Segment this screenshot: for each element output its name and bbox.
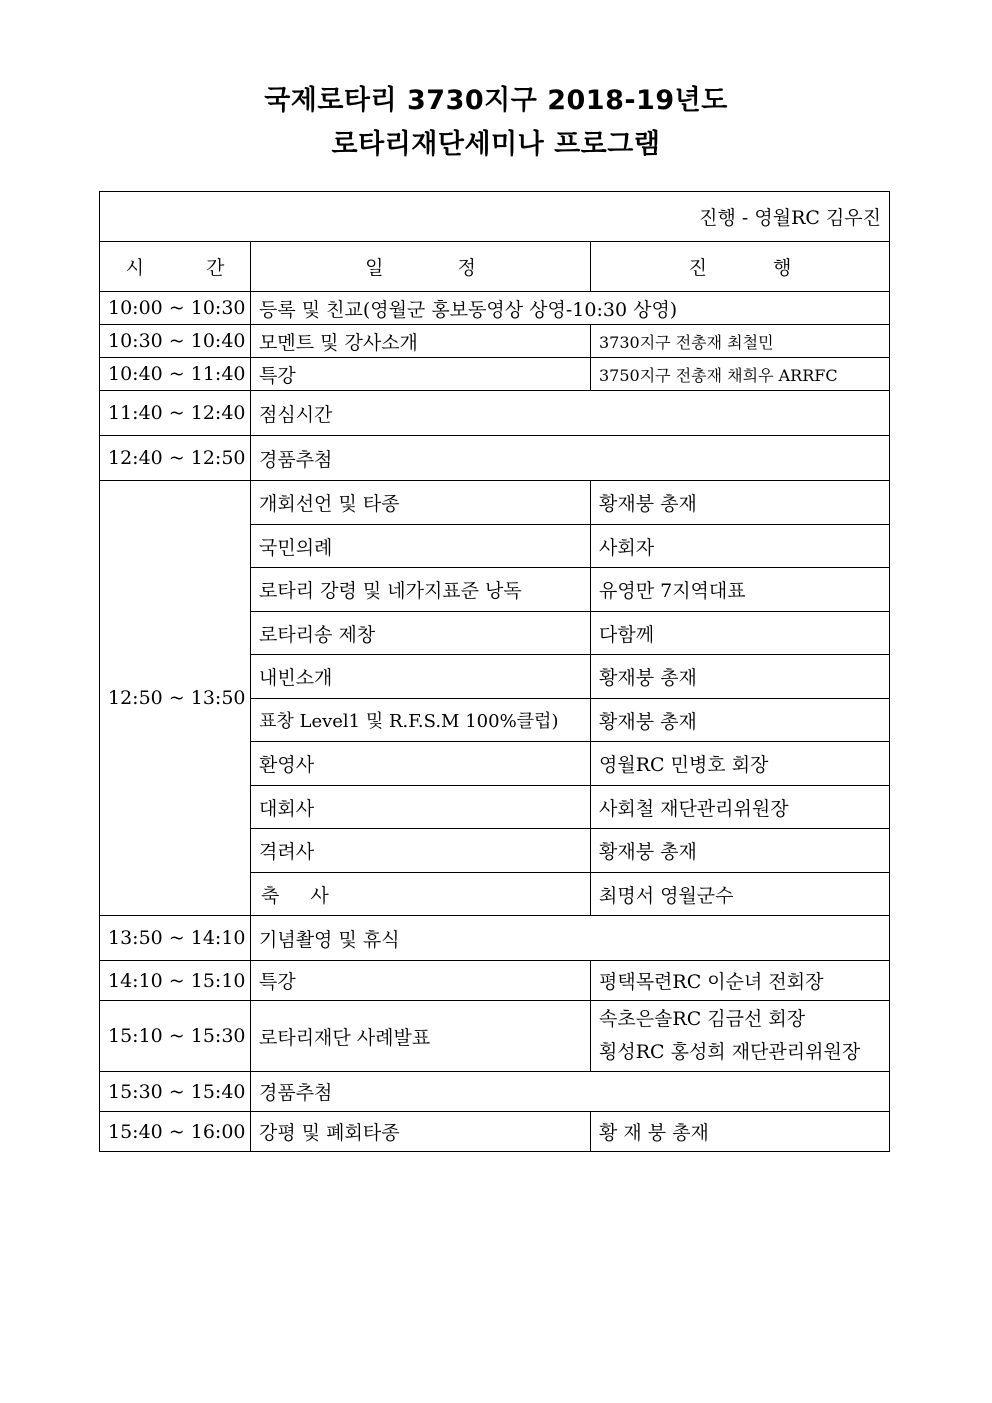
schedule-cell: 격려사 [251,829,591,873]
time-cell: 15:30 ~ 15:40 [100,1072,251,1112]
host-cell: 황재붕 총재 [591,829,890,873]
schedule-cell: 특강 [251,961,591,1001]
header-host-char1: 진 [688,257,708,279]
header-time-char1: 시 [125,257,144,279]
table-row [100,1072,890,1112]
schedule-cell: 점심시간 [251,391,890,436]
header-time [100,242,251,292]
header-schedule-char2: 정 [457,257,476,279]
host-cell: 황 재 붕 총재 [591,1112,890,1152]
host-cell: 황재붕 총재 [591,655,890,699]
document-title-line2: 로타리재단세미나 프로그램 [331,129,661,160]
header-host-char2: 행 [773,257,792,279]
host-cell: 3730지구 전총재 최철민 [591,325,890,358]
document-title-line1: 국제로타리 3730지구 2018-19년도 [264,85,728,116]
host-line: 진행 - 영월RC 김우진 [100,192,890,242]
time-cell: 12:40 ~ 12:50 [100,436,251,481]
host-cell: 영월RC 민병호 회장 [591,742,890,786]
time-cell: 12:50 ~ 13:50 [100,481,251,916]
time-cell: 10:30 ~ 10:40 [100,325,251,358]
host-cell: 3750지구 전총재 채희우 ARRFC [591,358,890,391]
time-cell: 11:40 ~ 12:40 [100,391,251,436]
schedule-cell: 로타리재단 사례발표 [251,1001,591,1072]
time-cell: 15:40 ~ 16:00 [100,1112,251,1152]
schedule-cell: 특강 [251,358,591,391]
host-cell: 다함께 [591,612,890,655]
schedule-cell: 경품추첨 [251,436,890,481]
time-cell: 10:00 ~ 10:30 [100,292,251,325]
schedule-cell: 내빈소개 [251,655,591,699]
host-cell: 사회자 [591,525,890,568]
schedule-cell: 로타리송 제창 [251,612,591,655]
schedule-cell: 표창 Level1 및 R.F.S.M 100%클럽) [251,699,591,742]
schedule-cell: 축 사 [251,873,591,916]
host-cell: 유영만 7지역대표 [591,568,890,612]
host-cell: 평택목련RC 이순녀 전회장 [591,961,890,1001]
schedule-cell: 모멘트 및 강사소개 [251,325,591,358]
schedule-cell: 경품추첨 [251,1072,890,1112]
schedule-cell: 환영사 [251,742,591,786]
program-table [99,191,890,1152]
time-cell: 15:10 ~ 15:30 [100,1001,251,1072]
table-row [100,436,890,481]
header-host [591,242,890,292]
host-row [100,192,890,242]
time-cell: 13:50 ~ 14:10 [100,916,251,961]
host-cell [591,1001,890,1072]
schedule-cell: 기념촬영 및 휴식 [251,916,890,961]
schedule-cell: 등록 및 친교(영월군 홍보동영상 상영-10:30 상영) [251,292,890,325]
table-row [100,916,890,961]
time-cell: 14:10 ~ 15:10 [100,961,251,1001]
header-schedule-char1: 일 [365,257,384,279]
header-row [100,242,890,292]
host-line-1: 속초은솔RC 김금선 회장 [599,1008,806,1030]
header-time-char2: 간 [206,257,225,279]
host-line-2: 횡성RC 홍성희 재단관리위원장 [599,1041,861,1063]
table-row [100,481,890,525]
schedule-cell: 대회사 [251,786,591,829]
host-cell: 황재붕 총재 [591,699,890,742]
schedule-cell: 로타리 강령 및 네가지표준 낭독 [251,568,591,612]
table-row [100,961,890,1001]
header-schedule [251,242,591,292]
schedule-cell: 강평 및 폐회타종 [251,1112,591,1152]
table-row [100,1001,890,1072]
host-cell: 사회철 재단관리위원장 [591,786,890,829]
schedule-cell: 개회선언 및 타종 [251,481,591,525]
table-row [100,391,890,436]
time-cell: 10:40 ~ 11:40 [100,358,251,391]
host-cell: 황재붕 총재 [591,481,890,525]
table-row [100,1112,890,1152]
table-row [100,292,890,325]
table-row [100,325,890,358]
host-cell: 최명서 영월군수 [591,873,890,916]
table-row [100,358,890,391]
schedule-cell: 국민의례 [251,525,591,568]
